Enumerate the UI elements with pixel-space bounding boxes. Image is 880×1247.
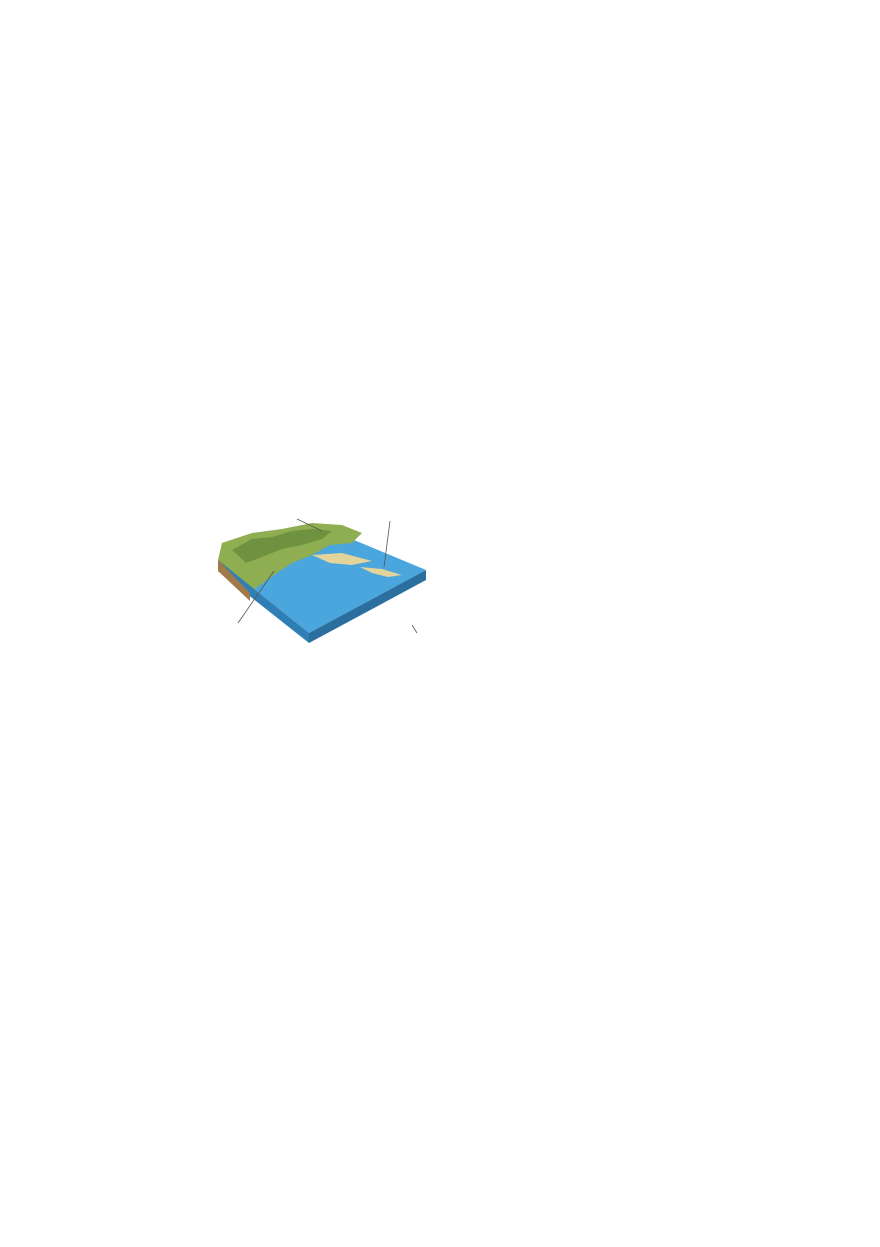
coastline-block-diagram <box>212 515 430 650</box>
leader-line <box>412 625 417 633</box>
